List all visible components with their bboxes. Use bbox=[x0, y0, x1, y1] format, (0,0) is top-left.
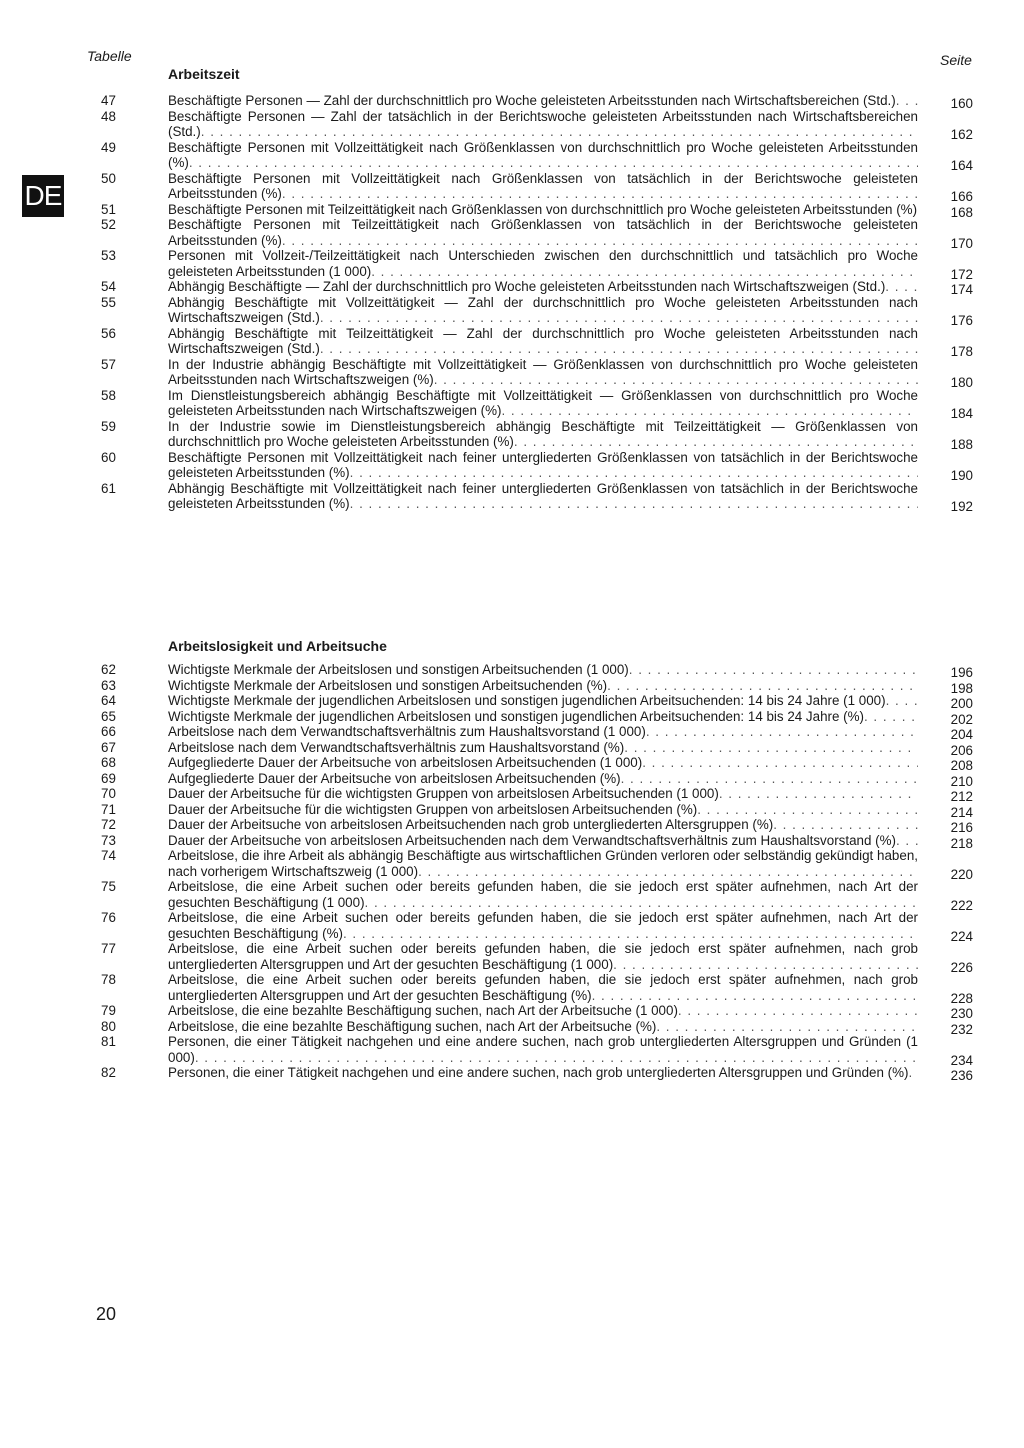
page-reference: 176 bbox=[950, 313, 973, 328]
table-number: 64 bbox=[101, 693, 116, 708]
table-number: 60 bbox=[101, 449, 116, 465]
table-number: 78 bbox=[101, 972, 116, 987]
table-title: Abhängig Beschäftigte — Zahl der durchschnittlich pro Woche geleisteten Arbeitsstunden nach Wirtschaftszweigen (Std.) . . . bbox=[168, 279, 918, 295]
toc-entry[interactable] bbox=[0, 109, 1024, 140]
table-number: 68 bbox=[101, 755, 116, 770]
page-reference: 212 bbox=[950, 789, 973, 804]
table-title: Abhängig Beschäftigte mit Teilzeittätigkeit — Zahl der durchschnittlich pro Woche geleisteten Arbeitsstunden nach Wirtschaftszweigen (Std.) . . . bbox=[168, 326, 918, 357]
table-number: 55 bbox=[101, 294, 116, 310]
toc-entry[interactable] bbox=[0, 833, 1024, 849]
page-number: 20 bbox=[96, 1304, 117, 1324]
toc-entry[interactable] bbox=[0, 202, 1024, 218]
table-number: 62 bbox=[101, 662, 116, 677]
table-number: 49 bbox=[101, 139, 116, 155]
page-reference: 160 bbox=[950, 96, 973, 111]
page-reference: 190 bbox=[950, 468, 973, 483]
toc-entry[interactable] bbox=[0, 817, 1024, 833]
table-title: Aufgegliederte Dauer der Arbeitsuche von arbeitslosen Arbeitsuchenden (%) . . . bbox=[168, 771, 918, 787]
column-header-tabelle: Tabelle bbox=[87, 48, 132, 64]
toc-entry[interactable] bbox=[0, 357, 1024, 388]
page-reference: 162 bbox=[950, 127, 973, 142]
toc-entry[interactable] bbox=[0, 295, 1024, 326]
page-reference: 232 bbox=[950, 1021, 973, 1037]
page-reference: 234 bbox=[950, 1052, 973, 1068]
table-number: 79 bbox=[101, 1003, 116, 1018]
table-title: Arbeitslose, die eine bezahlte Beschäftigung suchen, nach Art der Arbeitsuche (1 000) . . . bbox=[168, 1003, 918, 1019]
table-number: 69 bbox=[101, 770, 116, 786]
table-number: 77 bbox=[101, 941, 116, 956]
toc-entry[interactable] bbox=[0, 140, 1024, 171]
page-reference: 166 bbox=[950, 189, 973, 204]
table-title: Aufgegliederte Dauer der Arbeitsuche von arbeitslosen Arbeitsuchenden (1 000) . . . bbox=[168, 755, 918, 771]
page-reference: 198 bbox=[950, 680, 973, 696]
toc-entry[interactable] bbox=[0, 481, 1024, 512]
page-reference: 224 bbox=[950, 928, 973, 944]
table-number: 72 bbox=[101, 817, 116, 832]
toc-entry[interactable] bbox=[0, 1034, 1024, 1068]
table-title: Abhängig Beschäftigte mit Vollzeittätigkeit nach feiner untergliederten Größenklassen von tatsächlich in der Berichtswoche geleisteten Arbeitsstunden (%) . . . bbox=[168, 481, 918, 512]
toc-entry[interactable] bbox=[0, 419, 1024, 450]
page-reference: 172 bbox=[950, 266, 973, 282]
table-number: 81 bbox=[101, 1034, 116, 1049]
table-title: Beschäftigte Personen — Zahl der tatsächlich in der Berichtswoche geleisteten Arbeitsstunden nach Wirtschaftsbereichen (Std.) . . . bbox=[168, 109, 918, 140]
toc-entry[interactable] bbox=[0, 678, 1024, 694]
table-title: Beschäftigte Personen mit Teilzeittätigkeit nach Größenklassen von durchschnittlich pro Woche geleisteten Arbeitsstunden (%) . . . bbox=[168, 202, 918, 218]
table-title: Arbeitslose, die eine Arbeit suchen oder bereits gefunden haben, die sie jedoch erst später aufnehmen, nach grob untergliederten Altersgruppen und Art der gesuchten Beschäftigung (%) . . . bbox=[168, 972, 918, 1003]
page-reference: 204 bbox=[950, 727, 973, 742]
page-reference: 210 bbox=[950, 773, 973, 789]
toc-entry[interactable] bbox=[0, 771, 1024, 787]
table-title: Dauer der Arbeitsuche von arbeitslosen Arbeitsuchenden nach grob untergliederten Altersgruppen (%) . . . bbox=[168, 817, 918, 833]
toc-entry[interactable] bbox=[0, 1019, 1024, 1035]
table-number: 48 bbox=[101, 108, 116, 124]
toc-entry[interactable] bbox=[0, 755, 1024, 771]
page-reference: 236 bbox=[950, 1068, 973, 1083]
page-reference: 180 bbox=[950, 375, 973, 390]
table-number: 50 bbox=[101, 170, 116, 186]
language-tab: DE bbox=[22, 175, 64, 217]
page-reference: 178 bbox=[950, 344, 973, 359]
table-title: Wichtigste Merkmale der Arbeitslosen und sonstigen Arbeitsuchenden (%) . . . bbox=[168, 678, 918, 694]
toc-entry[interactable] bbox=[0, 693, 1024, 709]
page-reference: 184 bbox=[950, 406, 973, 421]
table-number: 54 bbox=[101, 279, 116, 294]
table-number: 76 bbox=[101, 910, 116, 925]
toc-entry[interactable] bbox=[0, 326, 1024, 357]
table-title: Personen, die einer Tätigkeit nachgehen und eine andere suchen, nach grob untergliederten Altersgruppen und Gründen (1 000) . . . bbox=[168, 1034, 918, 1065]
toc-entry[interactable] bbox=[0, 879, 1024, 913]
table-title: Beschäftigte Personen mit Vollzeittätigkeit nach Größenklassen von tatsächlich in der Berichtswoche geleisteten Arbeitsstunden (%) . . . bbox=[168, 171, 918, 202]
table-title: Beschäftigte Personen — Zahl der durchschnittlich pro Woche geleisteten Arbeitsstunden nach Wirtschaftsbereichen (Std.) . . . bbox=[168, 93, 918, 109]
table-number: 58 bbox=[101, 387, 116, 403]
page-reference: 216 bbox=[950, 820, 973, 835]
page-reference: 206 bbox=[950, 742, 973, 758]
table-title: In der Industrie abhängig Beschäftigte mit Vollzeittätigkeit — Größenklassen von durchschnittlich pro Woche geleisteten Arbeitsstunden nach Wirtschaftszweigen (%) . . . bbox=[168, 357, 918, 388]
toc-entry[interactable] bbox=[0, 450, 1024, 481]
table-title: Dauer der Arbeitsuche für die wichtigsten Gruppen von arbeitslosen Arbeitsuchenden (1 000) . . . bbox=[168, 786, 918, 802]
toc-entry[interactable] bbox=[0, 388, 1024, 419]
page-reference: 226 bbox=[950, 959, 973, 975]
table-title: Dauer der Arbeitsuche von arbeitslosen Arbeitsuchenden nach dem Verwandtschaftsverhältnis zum Haushaltsvorstand (%) . . . bbox=[168, 833, 918, 849]
table-number: 56 bbox=[101, 325, 116, 341]
table-number: 59 bbox=[101, 418, 116, 434]
page-reference: 220 bbox=[950, 866, 973, 882]
toc-entry[interactable] bbox=[0, 279, 1024, 295]
toc-entry[interactable] bbox=[0, 972, 1024, 1006]
page-reference: 218 bbox=[950, 835, 973, 851]
table-title: Arbeitslose nach dem Verwandtschaftsverhältnis zum Haushaltsvorstand (1 000) . . . bbox=[168, 724, 918, 740]
table-title: Arbeitslose, die eine Arbeit suchen oder bereits gefunden haben, die sie jedoch erst später aufnehmen, nach Art der gesuchten Beschäftigung (%) . . . bbox=[168, 910, 918, 941]
table-title: Im Dienstleistungsbereich abhängig Beschäftigte mit Vollzeittätigkeit — Größenklassen von durchschnittlich pro Woche geleisteten Arbeitsstunden nach Wirtschaftszweigen (%) . . . bbox=[168, 388, 918, 419]
table-number: 67 bbox=[101, 739, 116, 755]
toc-entry[interactable] bbox=[0, 910, 1024, 944]
page-reference: 230 bbox=[950, 1006, 973, 1021]
table-number: 63 bbox=[101, 677, 116, 693]
table-number: 73 bbox=[101, 832, 116, 848]
table-title: Beschäftigte Personen mit Vollzeittätigkeit nach feiner untergliederten Größenklassen von tatsächlich in der Berichtswoche geleisteten Arbeitsstunden (%) . . . bbox=[168, 450, 918, 481]
toc-entry[interactable] bbox=[0, 1003, 1024, 1019]
table-number: 57 bbox=[101, 356, 116, 372]
table-number: 70 bbox=[101, 786, 116, 801]
toc-entry[interactable] bbox=[0, 1065, 1024, 1081]
toc-list-arbeitslosigkeit bbox=[0, 662, 1024, 1081]
toc-entry[interactable] bbox=[0, 724, 1024, 740]
table-title: Dauer der Arbeitsuche für die wichtigsten Gruppen von arbeitslosen Arbeitsuchenden (%) . . . bbox=[168, 802, 918, 818]
table-number: 82 bbox=[101, 1065, 116, 1080]
toc-entry[interactable] bbox=[0, 709, 1024, 725]
table-number: 53 bbox=[101, 248, 116, 263]
page-reference: 188 bbox=[950, 437, 973, 452]
table-title: Arbeitslose, die ihre Arbeit als abhängig Beschäftigte aus wirtschaftlichen Gründen verloren oder selbständig gekündigt haben, nach vorherigem Wirtschaftszweig (1 000) . . . bbox=[168, 848, 918, 879]
toc-entry[interactable] bbox=[0, 93, 1024, 109]
table-number: 71 bbox=[101, 801, 116, 817]
table-number: 51 bbox=[101, 201, 116, 217]
table-title: Wichtigste Merkmale der Arbeitslosen und sonstigen Arbeitsuchenden (1 000) . . . bbox=[168, 662, 918, 678]
table-title: Wichtigste Merkmale der jugendlichen Arbeitslosen und sonstigen jugendlichen Arbeitsuchenden: 14 bis 24 Jahre (%) . . . bbox=[168, 709, 918, 725]
toc-entry[interactable] bbox=[0, 802, 1024, 818]
page-reference: 170 bbox=[950, 235, 973, 251]
toc-entry[interactable] bbox=[0, 740, 1024, 756]
table-title: Beschäftigte Personen mit Vollzeittätigkeit nach Größenklassen von durchschnittlich pro Woche geleisteten Arbeitsstunden (%) . . . bbox=[168, 140, 918, 171]
table-number: 66 bbox=[101, 724, 116, 739]
table-number: 47 bbox=[101, 93, 116, 108]
section-title-arbeitszeit: Arbeitszeit bbox=[168, 66, 240, 82]
table-number: 61 bbox=[101, 480, 116, 496]
table-title: Arbeitslose, die eine Arbeit suchen oder bereits gefunden haben, die sie jedoch erst später aufnehmen, nach Art der gesuchten Beschäftigung (1 000) . . . bbox=[168, 879, 918, 910]
page-reference: 192 bbox=[950, 499, 973, 514]
table-title: Personen, die einer Tätigkeit nachgehen und eine andere suchen, nach grob untergliederten Altersgruppen und Gründen (%) . . . bbox=[168, 1065, 918, 1081]
toc-entry[interactable] bbox=[0, 171, 1024, 202]
page-reference: 168 bbox=[950, 204, 973, 220]
table-title: Abhängig Beschäftigte mit Vollzeittätigkeit — Zahl der durchschnittlich pro Woche geleisteten Arbeitsstunden nach Wirtschaftszweigen (Std.) . . . bbox=[168, 295, 918, 326]
page-reference: 208 bbox=[950, 758, 973, 773]
table-number: 74 bbox=[101, 848, 116, 863]
page-reference: 196 bbox=[950, 665, 973, 680]
column-header-seite: Seite bbox=[940, 52, 972, 68]
table-number: 80 bbox=[101, 1018, 116, 1034]
page-reference: 164 bbox=[950, 158, 973, 173]
page-reference: 200 bbox=[950, 696, 973, 711]
table-title: Arbeitslose nach dem Verwandtschaftsverhältnis zum Haushaltsvorstand (%) . . . bbox=[168, 740, 918, 756]
toc-entry[interactable] bbox=[0, 662, 1024, 678]
table-number: 65 bbox=[101, 708, 116, 724]
table-number: 75 bbox=[101, 879, 116, 894]
table-title: Arbeitslose, die eine bezahlte Beschäftigung suchen, nach Art der Arbeitsuche (%) . . . bbox=[168, 1019, 918, 1035]
page-reference: 174 bbox=[950, 282, 973, 297]
page-reference: 228 bbox=[950, 990, 973, 1006]
toc-entry[interactable] bbox=[0, 848, 1024, 882]
toc-entry[interactable] bbox=[0, 248, 1024, 282]
toc-entry[interactable] bbox=[0, 941, 1024, 975]
table-title: Wichtigste Merkmale der jugendlichen Arbeitslosen und sonstigen jugendlichen Arbeitsuchenden: 14 bis 24 Jahre (1 000) . . . bbox=[168, 693, 918, 709]
toc-list-arbeitszeit bbox=[0, 93, 1024, 512]
table-title: Personen mit Vollzeit-/Teilzeittätigkeit nach Unterschieden zwischen den durchschnittlich und tatsächlich pro Woche geleisteten Arbeitsstunden (1 000) . . . bbox=[168, 248, 918, 279]
toc-entry[interactable] bbox=[0, 217, 1024, 251]
page-reference: 214 bbox=[950, 804, 973, 820]
section-title-arbeitslosigkeit: Arbeitslosigkeit und Arbeitsuche bbox=[168, 638, 387, 654]
toc-entry[interactable] bbox=[0, 786, 1024, 802]
page-reference: 222 bbox=[950, 897, 973, 913]
table-number: 52 bbox=[101, 217, 116, 232]
table-title: Beschäftigte Personen mit Teilzeittätigkeit nach Größenklassen von tatsächlich in der Berichtswoche geleisteten Arbeitsstunden (%) . . . bbox=[168, 217, 918, 248]
page-reference: 202 bbox=[950, 711, 973, 727]
table-title: In der Industrie sowie im Dienstleistungsbereich abhängig Beschäftigte mit Teilzeittätigkeit — Größenklassen von durchschnittlich pro Woche geleisteten Arbeitsstunden (%) . . . bbox=[168, 419, 918, 450]
table-title: Arbeitslose, die eine Arbeit suchen oder bereits gefunden haben, die sie jedoch erst später aufnehmen, nach grob untergliederten Altersgruppen und Art der gesuchten Beschäftigung (1 000) . . . bbox=[168, 941, 918, 972]
